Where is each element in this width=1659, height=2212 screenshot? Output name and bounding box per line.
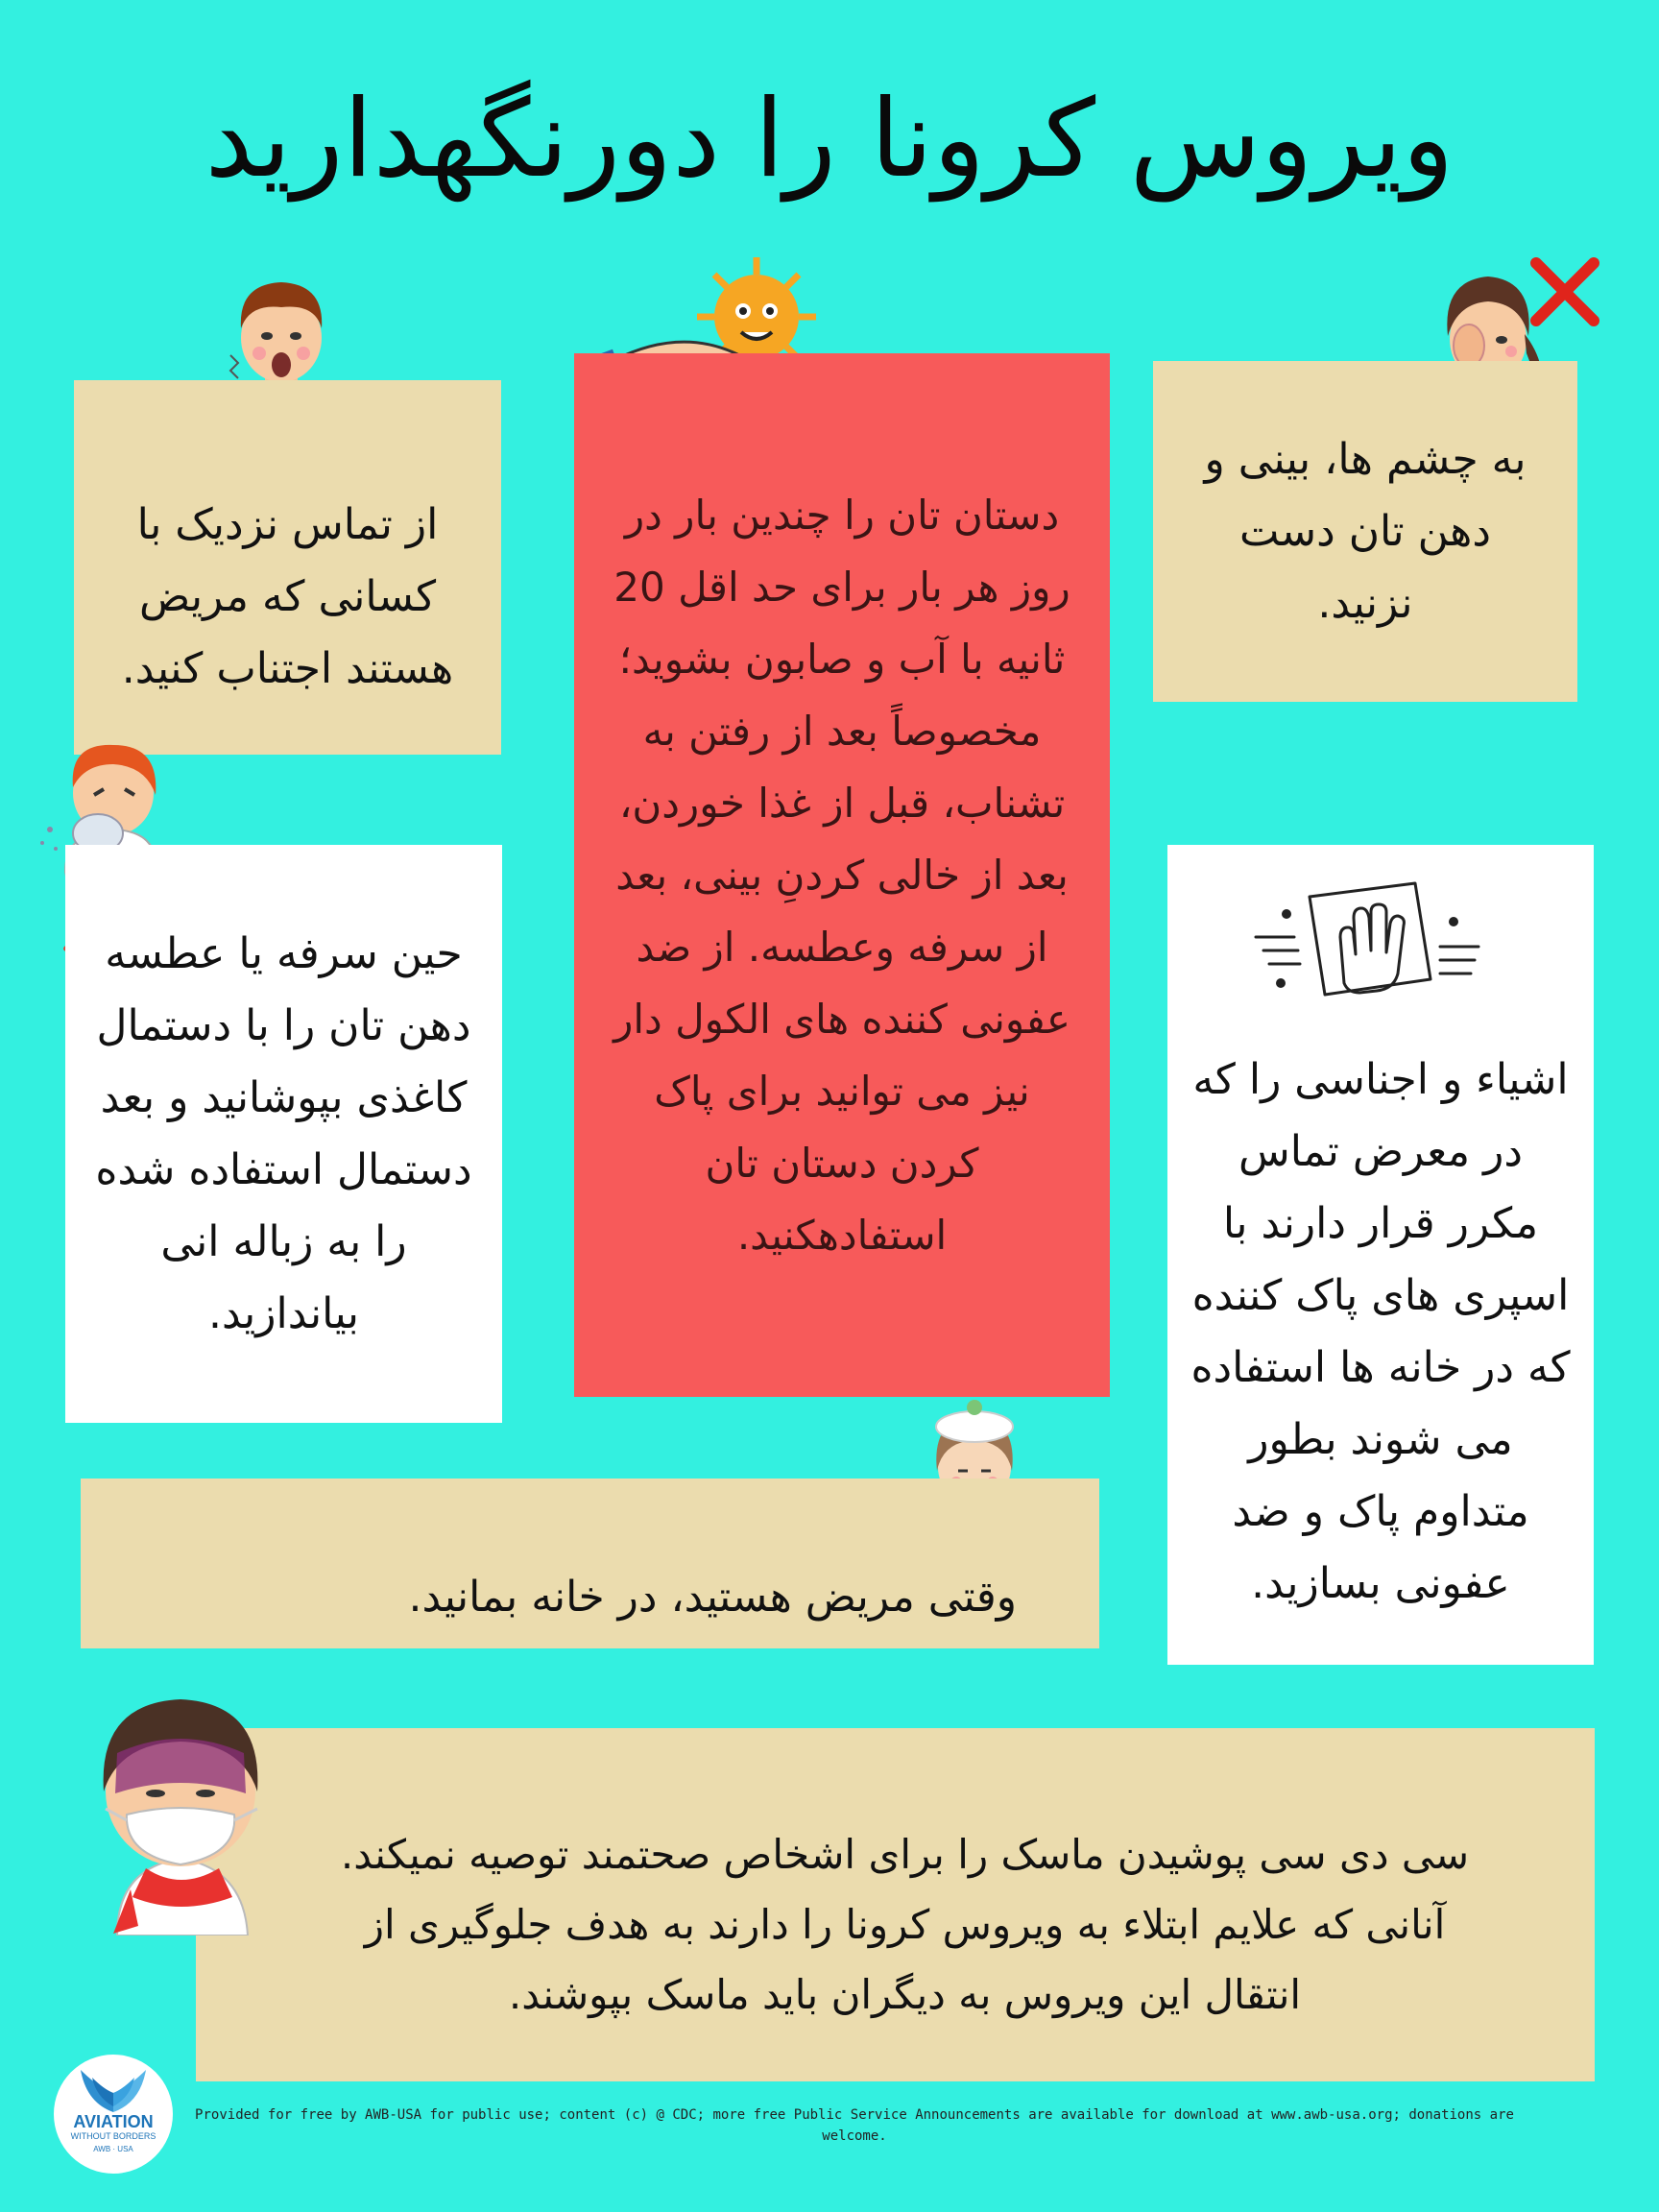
tip-avoid-contact-text: از تماس نزدیک با کسانی که مریض هستند اجتناب کنید. [121, 499, 454, 693]
masked-boy-icon [88, 1686, 276, 1936]
logo-line2: WITHOUT BORDERS [70, 2131, 156, 2141]
tip-cover-cough-text: حین سرفه یا عطسه دهن تان را با دستمال کاغذی بپوشانید و بعد دستمال استفاده شده را به زباله انی بیاندازید. [95, 929, 472, 1338]
tip-wash-hands-text: دستان تان را چندین بار در روز هر بار برای حد اقل 20 ثانیه با آب و صابون بشوید؛ مخصوصاً بعد از رفتن به تشناب، قبل از غذا خوردن، بعد از خالی کردنِ بینی، بعد از سرفه وعطسه. از ضد عفونی کننده های الکول دار نیز می توانید برای پاک کردن دستان تان استفادهکنید. [613, 492, 1070, 1259]
tip-clean-objects-text: اشیاء و اجناسی را که در معرض تماس مکرر قرار دارند با اسپری های پاک کننده که در خانه ها استفاده می شوند بطور متداوم پاک و ضد عفونی بسازید. [1190, 1055, 1571, 1608]
tip-clean-objects [1167, 845, 1594, 1665]
footer-credit: Provided for free by AWB-USA for public use; content (c) @ CDC; more free Public Service Announcements are available for download at www.awb-usa.org; donations are welcome. [195, 2107, 1514, 2144]
logo-line3: AWB · USA [93, 2145, 133, 2153]
tip-masks [196, 1728, 1595, 2081]
tip-wash-hands [574, 353, 1110, 1397]
tip-stay-home-text: وقتی مریض هستید، در خانه بمانید. [408, 1573, 1017, 1622]
wing-icon [75, 2064, 152, 2114]
red-x-icon [1528, 255, 1601, 328]
tip-masks-text: سی دی سی پوشیدن ماسک را برای اشخاص صحتمند توصیه نمیکند. آنانی که علایم ابتلاء به ویروس کرونا را دارند به هدف جلوگیری از انتقال این ویروس به دیگران باید ماسک بپوشند. [340, 1830, 1470, 2018]
wiping-hand-icon [1252, 879, 1482, 1008]
aviation-without-borders-logo [54, 2055, 173, 2174]
tip-dont-touch-face [1153, 361, 1577, 702]
tip-cover-cough [65, 845, 502, 1423]
tip-avoid-contact [74, 380, 501, 755]
page-title: ویروس کرونا را دورنگهدارید [204, 77, 1455, 202]
tip-stay-home [81, 1479, 1099, 1648]
logo-line1: AVIATION [73, 2112, 154, 2131]
tip-dont-touch-face-text: به چشم ها، بینی و دهن تان دست نزنید. [1204, 435, 1527, 628]
